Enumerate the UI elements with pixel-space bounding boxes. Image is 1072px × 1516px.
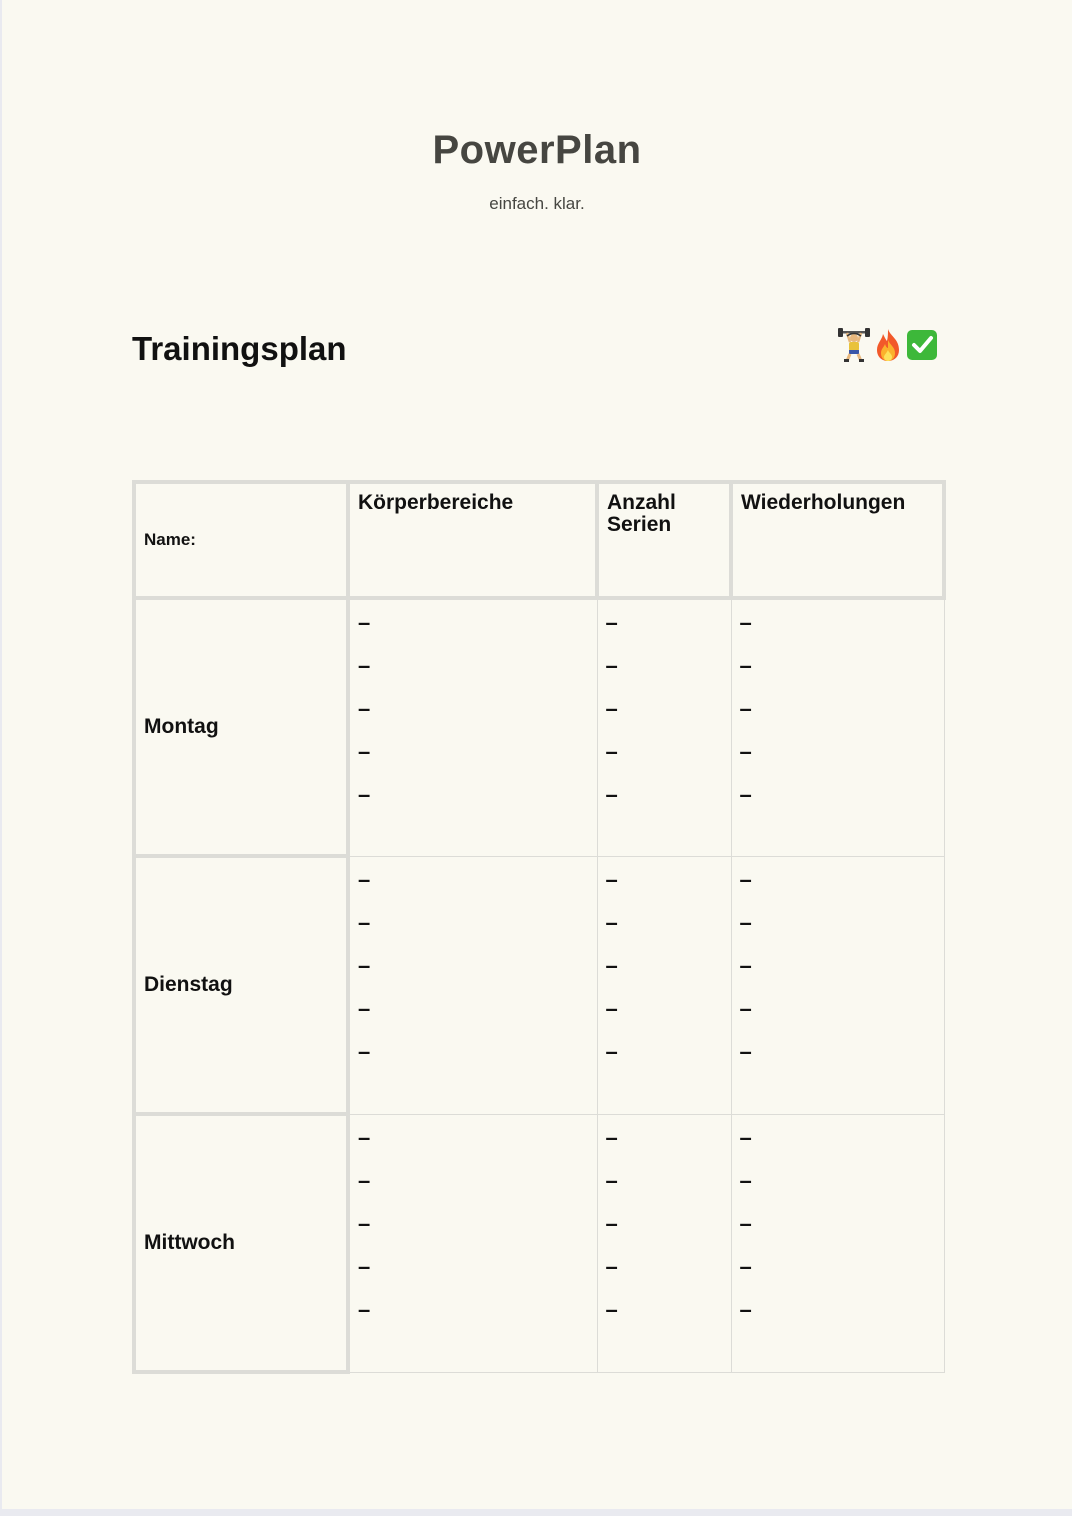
column-header-sets: Anzahl Serien <box>597 482 731 598</box>
list-item: – <box>358 696 371 721</box>
list-item: – <box>358 610 371 635</box>
list-item: – <box>358 1167 371 1193</box>
list-item: – <box>739 1124 752 1150</box>
list-item: – <box>605 610 618 635</box>
fire-icon <box>872 328 904 362</box>
document-page <box>2 0 1072 1509</box>
list-item: – <box>605 1167 618 1193</box>
list-item: – <box>358 952 371 978</box>
column-header-body-areas: Körperbereiche <box>348 482 597 598</box>
table-row-mittwoch <box>134 1114 944 1372</box>
list-item: – <box>605 952 618 978</box>
list-item: – <box>739 739 752 764</box>
list-item: – <box>605 1038 618 1064</box>
list-item: – <box>739 1253 752 1279</box>
list-item: – <box>739 1167 752 1193</box>
day-label: Dienstag <box>134 856 348 1114</box>
table-row-dienstag <box>134 856 944 1114</box>
list-item: – <box>739 1038 752 1064</box>
repetitions-cell[interactable] <box>731 598 944 856</box>
document-title: Trainingsplan <box>132 330 347 367</box>
brand-subtitle: einfach. klar. <box>489 194 585 213</box>
brand-title: PowerPlan <box>432 128 642 172</box>
training-table <box>132 480 946 1374</box>
list-item: – <box>358 782 371 807</box>
list-item: – <box>605 1210 618 1236</box>
body-areas-cell[interactable] <box>348 1114 597 1372</box>
table-row-montag <box>134 598 944 856</box>
list-item: – <box>358 1296 371 1322</box>
list-item: – <box>358 995 371 1021</box>
list-item: – <box>739 653 752 678</box>
list-item: – <box>605 739 618 764</box>
name-label: Name: <box>144 530 196 549</box>
repetitions-cell[interactable] <box>731 1114 944 1372</box>
day-label: Mittwoch <box>134 1114 348 1372</box>
list-item: – <box>358 653 371 678</box>
list-item: – <box>605 909 618 935</box>
day-label: Montag <box>134 598 348 856</box>
list-item: – <box>358 1253 371 1279</box>
list-item: – <box>358 866 371 892</box>
body-areas-cell[interactable] <box>348 856 597 1114</box>
title-emoji-row <box>838 328 938 362</box>
list-item: – <box>739 995 752 1021</box>
list-item: – <box>605 1296 618 1322</box>
sets-cell[interactable] <box>597 856 731 1114</box>
list-item: – <box>358 1038 371 1064</box>
body-areas-cell[interactable] <box>348 598 597 856</box>
column-header-repetitions: Wiederholungen <box>731 482 944 598</box>
list-item: – <box>739 866 752 892</box>
list-item: – <box>739 782 752 807</box>
list-item: – <box>605 696 618 721</box>
name-field[interactable] <box>134 482 348 598</box>
list-item: – <box>739 1210 752 1236</box>
list-item: – <box>739 952 752 978</box>
list-item: – <box>739 909 752 935</box>
list-item: – <box>605 1124 618 1150</box>
list-item: – <box>605 1253 618 1279</box>
list-item: – <box>605 653 618 678</box>
weightlifter-icon <box>838 328 870 362</box>
list-item: – <box>358 739 371 764</box>
list-item: – <box>358 1124 371 1150</box>
list-item: – <box>358 909 371 935</box>
list-item: – <box>605 995 618 1021</box>
list-item: – <box>739 1296 752 1322</box>
list-item: – <box>605 866 618 892</box>
repetitions-cell[interactable] <box>731 856 944 1114</box>
list-item: – <box>739 696 752 721</box>
list-item: – <box>739 610 752 635</box>
table-header-row <box>134 482 944 598</box>
list-item: – <box>605 782 618 807</box>
sets-cell[interactable] <box>597 598 731 856</box>
list-item: – <box>358 1210 371 1236</box>
sets-cell[interactable] <box>597 1114 731 1372</box>
check-mark-icon <box>906 328 938 362</box>
